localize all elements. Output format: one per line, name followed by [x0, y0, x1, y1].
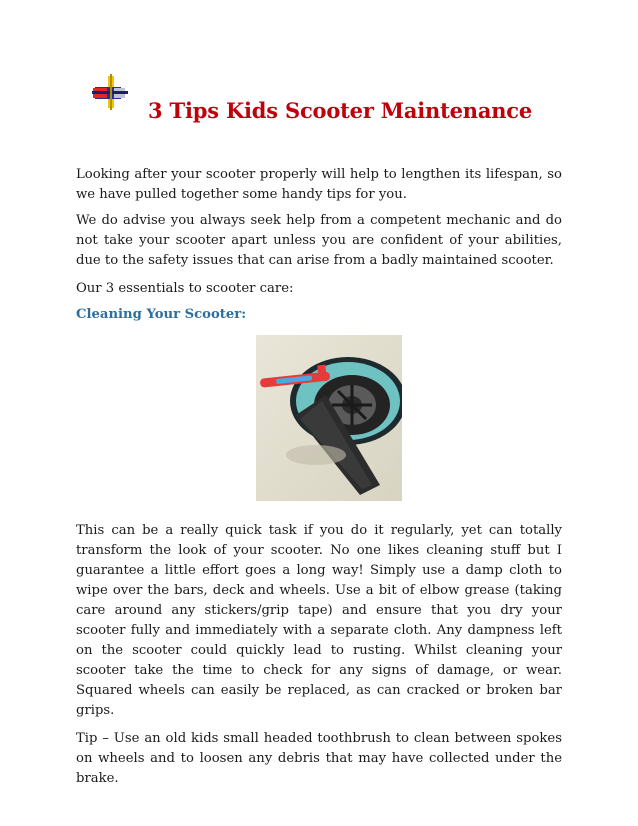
scooter-wheel-cleaning-photo — [256, 335, 402, 501]
figure-container — [76, 335, 562, 511]
section-heading-cleaning: Cleaning Your Scooter: — [76, 307, 247, 322]
tip-paragraph: Tip – Use an old kids small headed toothbrush to clean between spokes on wheels and to loosen any debris that may have collected under the brake. — [76, 731, 562, 786]
title-row — [92, 72, 562, 124]
advice-paragraph: We do advise you always seek help from a competent mechanic and do not take your scooter apart unless you are confident of your abilities, due to the safety issues that can arise from a badly maintained scooter. — [76, 213, 562, 268]
document-body — [76, 165, 562, 789]
four-color-cross-icon — [92, 74, 128, 110]
page-title: 3 Tips Kids Scooter Maintenance — [148, 98, 533, 124]
cleaning-paragraph: This can be a really quick task if you do it regularly, yet can totally transform the look of your scooter. No one likes cleaning stuff but I guarantee a little effort goes a long way! Simply use a damp cloth to wipe over the bars, deck and wheels. Use a bit of elbow grease (taking care around any stickers/grip tape) and ensure that you dry your scooter fully and immediately with a separate cloth. Any dampness left on the scooter could quickly lead to rusting. Whilst cleaning your scooter take the time to check for any signs of damage, or wear. Squared wheels can easily be replaced, as can cracked or broken bar grips. — [76, 523, 562, 718]
essentials-lead: Our 3 essentials to scooter care: — [76, 281, 294, 296]
intro-paragraph: Looking after your scooter properly will help to lengthen its lifespan, so we have pulled together some handy tips for you. — [76, 167, 562, 202]
